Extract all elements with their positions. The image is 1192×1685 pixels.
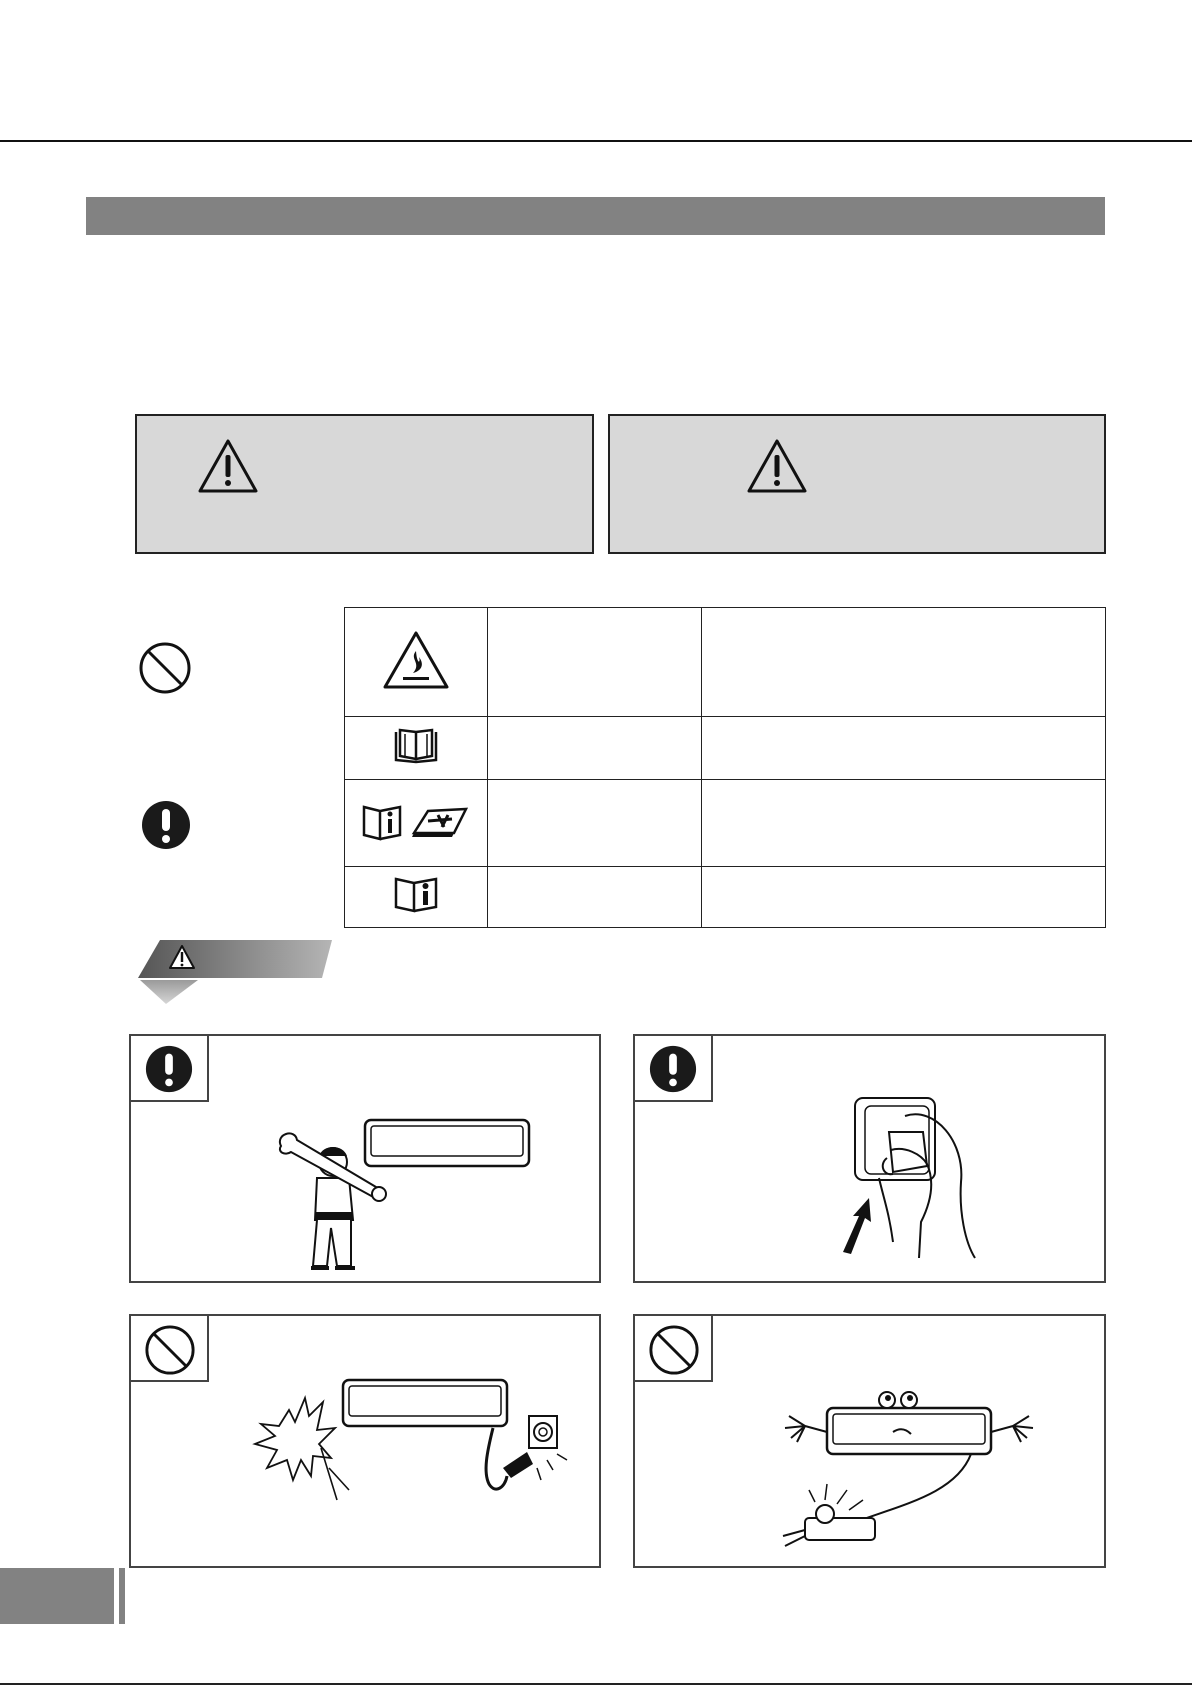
table-row bbox=[345, 608, 1106, 717]
prohibition-circle-icon bbox=[144, 1324, 196, 1376]
warning-triangle-icon bbox=[746, 438, 808, 494]
symbol-table bbox=[344, 607, 1106, 928]
power-strip-illustration bbox=[775, 1386, 1035, 1561]
mandatory-exclamation-icon bbox=[140, 799, 192, 851]
damaged-plug-illustration bbox=[231, 1372, 591, 1562]
section-title-bar bbox=[86, 197, 1105, 235]
unplug-illustration bbox=[835, 1092, 1015, 1262]
flammable-warning-icon bbox=[381, 629, 451, 691]
service-manual-icon bbox=[408, 803, 472, 843]
technician-illustration bbox=[271, 1116, 531, 1276]
table-row bbox=[345, 717, 1106, 780]
panel-qualified-installation bbox=[129, 1034, 601, 1283]
panel-no-power-strip bbox=[633, 1314, 1106, 1568]
mandatory-exclamation-icon bbox=[648, 1044, 698, 1094]
warning-triangle-icon bbox=[197, 438, 259, 494]
caution-notice-box bbox=[608, 414, 1106, 554]
mandatory-exclamation-icon bbox=[144, 1044, 194, 1094]
caution-tag bbox=[136, 938, 336, 1008]
panel-no-damaged-plug bbox=[129, 1314, 601, 1568]
info-manual-icon bbox=[360, 803, 404, 843]
table-row bbox=[345, 780, 1106, 867]
table-row bbox=[345, 867, 1106, 928]
warning-notice-box bbox=[135, 414, 594, 554]
prohibition-circle-icon bbox=[648, 1324, 700, 1376]
prohibition-circle-icon bbox=[138, 641, 192, 695]
page-tab-accent bbox=[119, 1568, 125, 1624]
info-manual-icon bbox=[392, 875, 440, 915]
header-rule bbox=[0, 140, 1192, 142]
open-manual-icon bbox=[392, 726, 440, 766]
page-tab bbox=[0, 1568, 114, 1624]
panel-disconnect-power bbox=[633, 1034, 1106, 1283]
